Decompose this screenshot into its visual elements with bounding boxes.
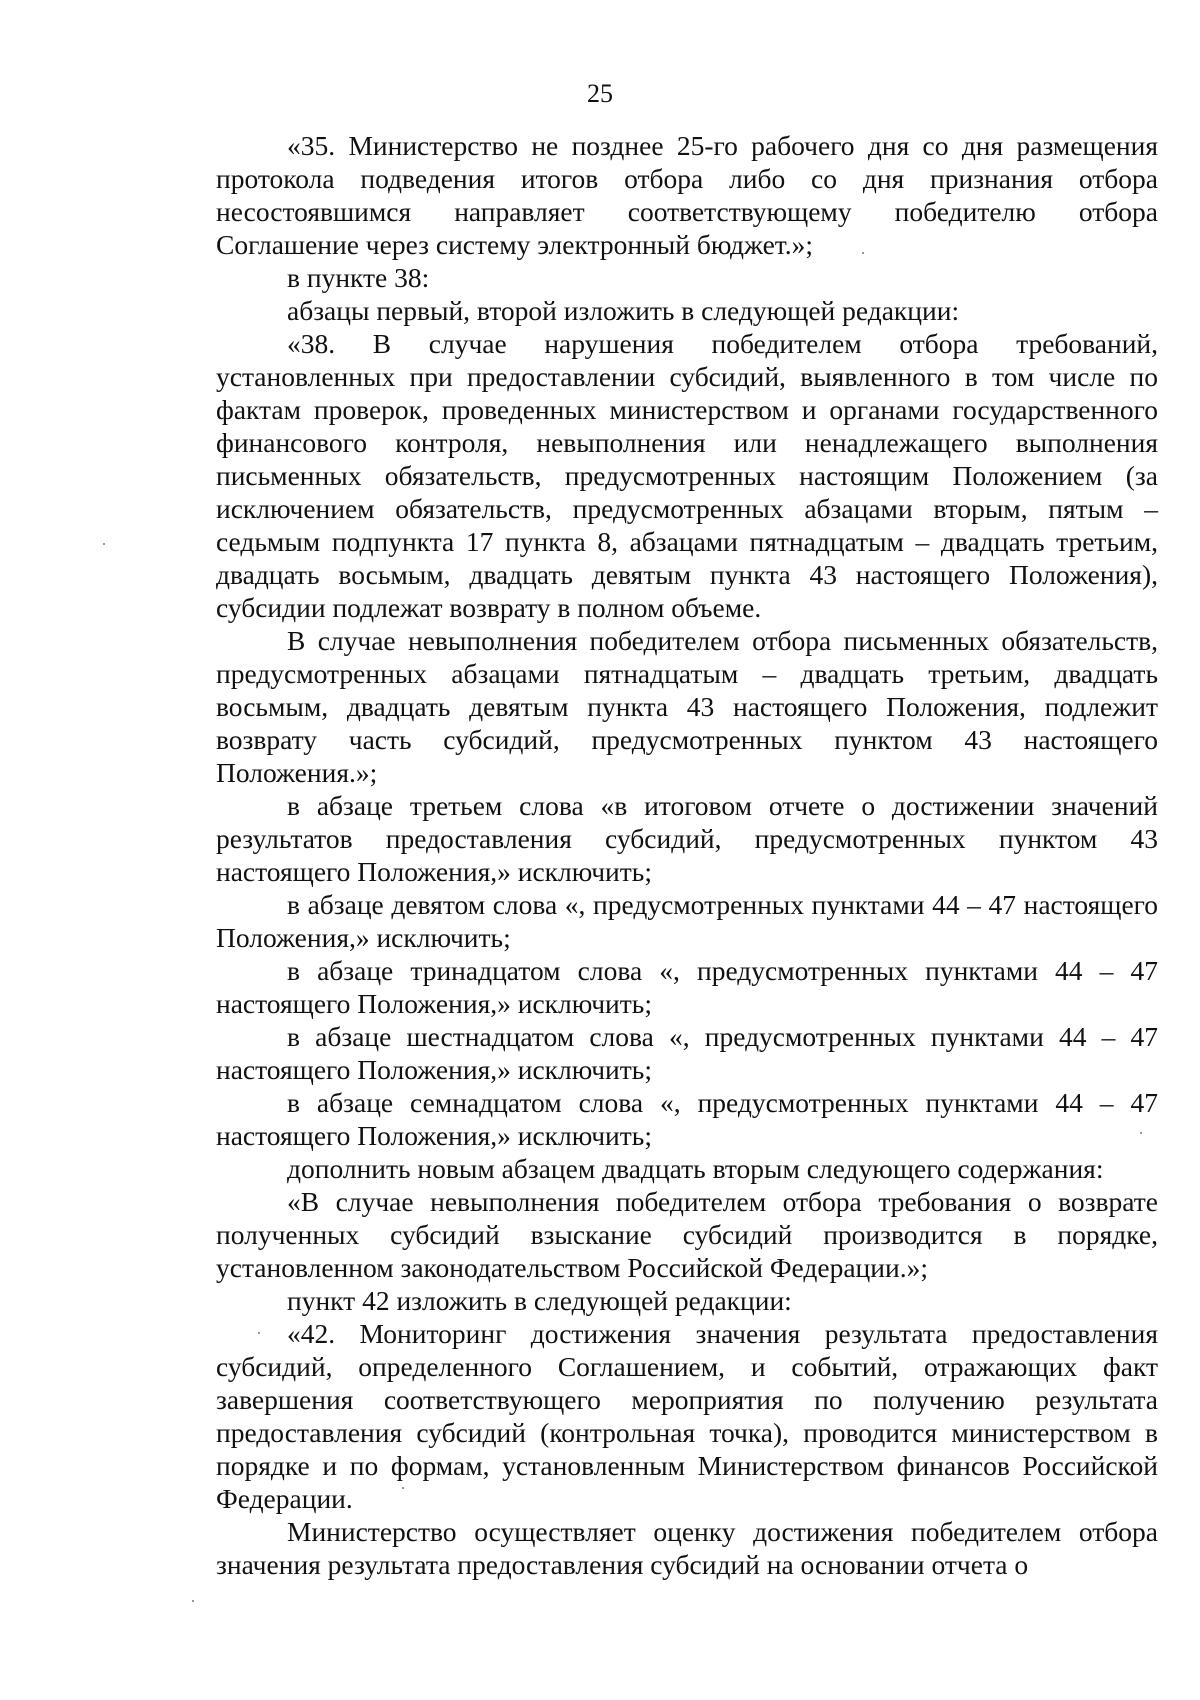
scan-speck xyxy=(258,1332,260,1334)
scan-speck xyxy=(862,252,864,254)
paragraph-point-38-intro: в пункте 38: xyxy=(287,262,430,293)
paragraph-thirteenth-edit: в абзаце тринадцатом слова «, предусмотренных пунктами 44 – 47 настоящего Положения,» исключить; xyxy=(216,955,1158,1019)
paragraph-first-second-edit: абзацы первый, второй изложить в следующей редакции: xyxy=(287,295,960,326)
scan-speck xyxy=(192,1600,194,1602)
page-number: 25 xyxy=(587,79,613,108)
paragraph-ninth-edit: в абзаце девятом слова «, предусмотренных пунктами 44 – 47 настоящего Положения,» исключить; xyxy=(216,889,1158,953)
scan-speck xyxy=(103,543,105,545)
scan-speck xyxy=(402,1487,404,1489)
paragraph-add-twenty-second: дополнить новым абзацем двадцать вторым следующего содержания: xyxy=(287,1153,1104,1184)
document-body xyxy=(216,129,1158,1581)
paragraph-42-second: Министерство осуществляет оценку достижения победителем отбора значения результата предоставления субсидий на основании отчета о xyxy=(216,1516,1158,1580)
paragraph-38-second: В случае невыполнения победителем отбора письменных обязательств, предусмотренных абзацами пятнадцатым – двадцать третьим, двадцать восьмым, двадцать девятым пункта 43 настоящего Положения, подлежит возврату часть субсидий, предусмотренных пунктом 43 настоящего Положения.»; xyxy=(216,625,1158,788)
paragraph-refund-recovery: «В случае невыполнения победителем отбора требования о возврате полученных субсидий взыскание субсидий производится в порядке, установленном законодательством Российской Федерации.»; xyxy=(216,1186,1158,1283)
paragraph-third-edit: в абзаце третьем слова «в итоговом отчете о достижении значений результатов предоставления субсидий, предусмотренных пунктом 43 настоящего Положения,» исключить; xyxy=(216,790,1158,887)
paragraph-38: «38. В случае нарушения победителем отбора требований, установленных при предоставлении субсидий, выявленного в том числе по фактам проверок, проведенных министерством и органами государственного финансового контроля, невыполнения или ненадлежащего выполнения письменных обязательств, предусмотренных настоящим Положением (за исключением обязательств, предусмотренных абзацами вторым, пятым – седьмым подпункта 17 пункта 8, абзацами пятнадцатым – двадцать третьим, двадцать восьмым, двадцать девятым пункта 43 настоящего Положения), субсидии подлежат возврату в полном объеме. xyxy=(216,328,1158,623)
paragraph-sixteenth-edit: в абзаце шестнадцатом слова «, предусмотренных пунктами 44 – 47 настоящего Положения,» исключить; xyxy=(216,1021,1158,1085)
paragraph-35: «35. Министерство не позднее 25-го рабочего дня со дня размещения протокола подведения итогов отбора либо со дня признания отбора несостоявшимся направляет соответствующему победителю отбора Соглашение через систему электронный бюджет.»; xyxy=(216,130,1158,260)
paragraph-42: «42. Мониторинг достижения значения результата предоставления субсидий, определенного Соглашением, и событий, отражающих факт завершения соответствующего мероприятия по получению результата предоставления субсидий (контрольная точка), проводится министерством в порядке и по формам, установленным Министерством финансов Российской Федерации. xyxy=(216,1318,1158,1514)
paragraph-seventeenth-edit: в абзаце семнадцатом слова «, предусмотренных пунктами 44 – 47 настоящего Положения,» исключить; xyxy=(216,1087,1158,1151)
scan-speck xyxy=(1140,1132,1142,1134)
paragraph-point-42-intro: пункт 42 изложить в следующей редакции: xyxy=(287,1285,792,1316)
